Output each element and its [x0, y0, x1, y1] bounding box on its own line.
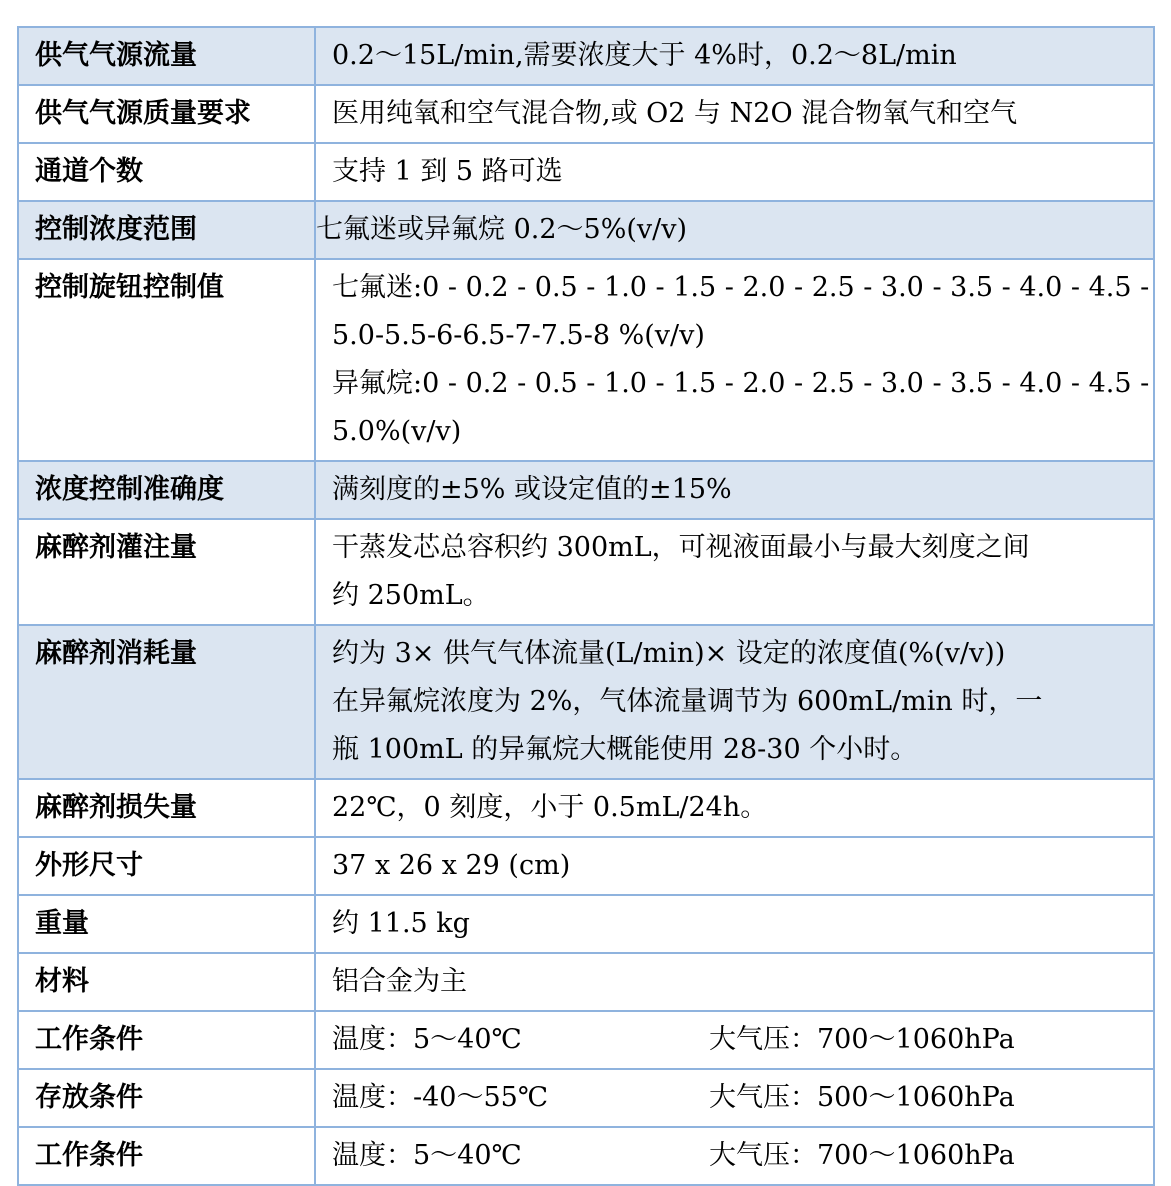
row-value	[315, 895, 1154, 953]
row-label: 供气气源质量要求	[18, 85, 315, 143]
row-label: 供气气源流量	[18, 27, 315, 85]
value-line: 5.0-5.5-6-6.5-7-7.5-8 %(v/v)	[332, 320, 705, 351]
row-label: 工作条件	[18, 1011, 315, 1069]
row-label: 材料	[18, 953, 315, 1011]
row-value	[315, 201, 1154, 259]
table-row	[18, 201, 1154, 259]
row-label: 麻醉剂灌注量	[18, 519, 315, 625]
row-label: 控制浓度范围	[18, 201, 315, 259]
row-value	[315, 27, 1154, 85]
pressure-text: 大气压：700～1060hPa	[709, 1024, 1015, 1055]
value-text: 铝合金为主	[332, 966, 467, 997]
spec-table	[17, 26, 1155, 1186]
table-row	[18, 1011, 1154, 1069]
value-text: 医用纯氧和空气混合物,或 O2 与 N2O 混合物氧气和空气	[332, 98, 1018, 129]
row-label: 外形尺寸	[18, 837, 315, 895]
row-value	[315, 837, 1154, 895]
row-value	[315, 519, 1154, 625]
table-row	[18, 895, 1154, 953]
row-label: 麻醉剂损失量	[18, 779, 315, 837]
row-label: 重量	[18, 895, 315, 953]
row-label: 浓度控制准确度	[18, 461, 315, 519]
table-row	[18, 461, 1154, 519]
value-text: 约 11.5 kg	[332, 908, 470, 939]
value-text: 七氟迷或异氟烷 0.2～5%(v/v)	[316, 214, 688, 245]
row-value	[315, 1069, 1154, 1127]
row-value	[315, 625, 1154, 779]
row-value	[315, 461, 1154, 519]
value-text: 支持 1 到 5 路可选	[332, 156, 563, 187]
value-text: 0.2～15L/min,需要浓度大于 4%时，0.2～8L/min	[332, 40, 957, 71]
condition-pair	[332, 1016, 1149, 1064]
value-text: 37 x 26 x 29 (cm)	[332, 850, 571, 881]
table-row	[18, 85, 1154, 143]
table-row	[18, 1127, 1154, 1185]
table-row	[18, 779, 1154, 837]
row-label: 工作条件	[18, 1127, 315, 1185]
table-row	[18, 27, 1154, 85]
row-label: 通道个数	[18, 143, 315, 201]
row-value	[315, 143, 1154, 201]
value-line: 5.0%(v/v)	[332, 416, 462, 447]
row-value	[315, 1011, 1154, 1069]
temperature-text: 温度：5～40℃	[332, 1140, 522, 1171]
row-label: 控制旋钮控制值	[18, 259, 315, 461]
row-value	[315, 953, 1154, 1011]
value-line: 瓶 100mL 的异氟烷大概能使用 28-30 个小时。	[332, 734, 918, 765]
row-value	[315, 259, 1154, 461]
pressure-text: 大气压：700～1060hPa	[709, 1140, 1015, 1171]
value-text: 22℃，0 刻度，小于 0.5mL/24h。	[332, 792, 768, 823]
condition-pair	[332, 1074, 1149, 1122]
table-row	[18, 953, 1154, 1011]
table-row	[18, 625, 1154, 779]
table-row	[18, 259, 1154, 461]
value-line: 七氟迷:0 - 0.2 - 0.5 - 1.0 - 1.5 - 2.0 - 2.5 - 3.0 - 3.5 - 4.0 - 4.5 -	[332, 272, 1150, 303]
condition-pair	[332, 1132, 1149, 1180]
temperature-text: 温度：-40～55℃	[332, 1082, 549, 1113]
temperature-text: 温度：5～40℃	[332, 1024, 522, 1055]
row-value	[315, 85, 1154, 143]
value-text: 满刻度的±5% 或设定值的±15%	[332, 474, 732, 505]
value-line: 约 250mL。	[332, 580, 490, 611]
table-row	[18, 519, 1154, 625]
table-row	[18, 837, 1154, 895]
value-line: 异氟烷:0 - 0.2 - 0.5 - 1.0 - 1.5 - 2.0 - 2.5 - 3.0 - 3.5 - 4.0 - 4.5 -	[332, 368, 1150, 399]
table-row	[18, 143, 1154, 201]
row-value	[315, 1127, 1154, 1185]
table-row	[18, 1069, 1154, 1127]
value-line: 干蒸发芯总容积约 300mL，可视液面最小与最大刻度之间	[332, 532, 1030, 563]
row-label: 麻醉剂消耗量	[18, 625, 315, 779]
value-line: 约为 3× 供气气体流量(L/min)× 设定的浓度值(%(v/v))	[332, 638, 1006, 669]
row-value	[315, 779, 1154, 837]
pressure-text: 大气压：500～1060hPa	[709, 1082, 1015, 1113]
value-line: 在异氟烷浓度为 2%，气体流量调节为 600mL/min 时，一	[332, 686, 1043, 717]
row-label: 存放条件	[18, 1069, 315, 1127]
